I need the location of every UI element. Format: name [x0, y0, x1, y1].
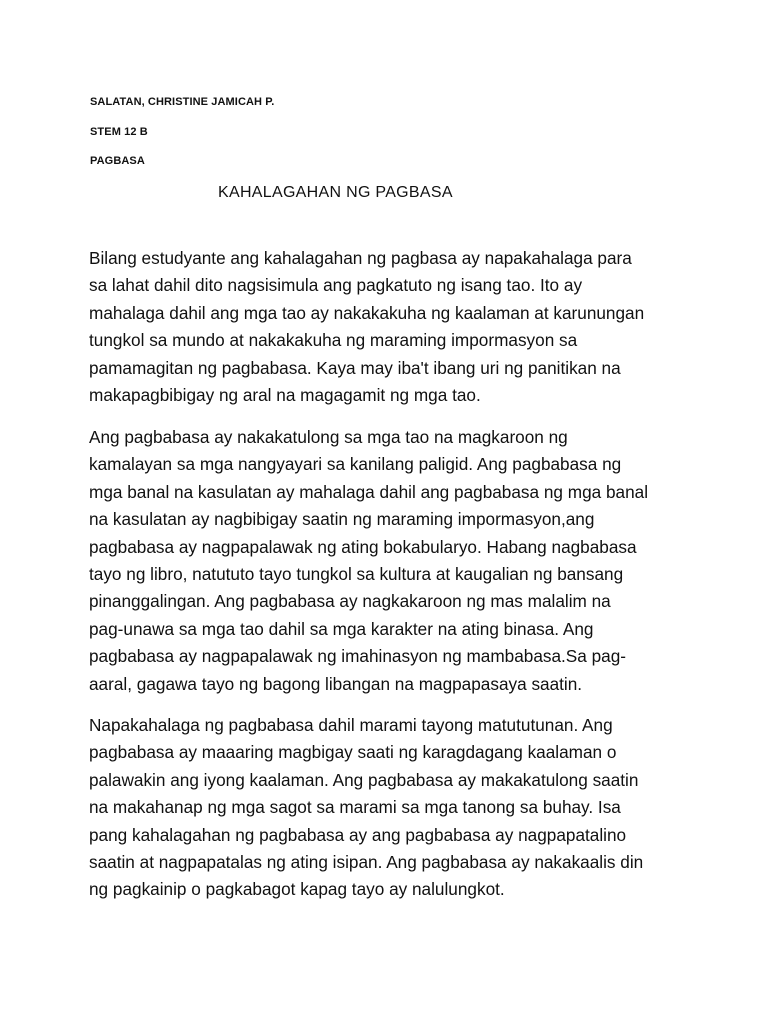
paragraph-3	[89, 712, 689, 904]
paragraph-line: pagbabasa ay nagpapalawak ng ating bokabularyo. Habang nagbabasa	[89, 536, 637, 557]
paragraph-line: saatin at nagpapatalas ng ating isipan. Ang pagbabasa ay nakakaalis din	[89, 852, 644, 873]
paragraph-line: Bilang estudyante ang kahalagahan ng pagbasa ay napakahalaga para	[89, 248, 632, 268]
paragraph-line: pagbabasa ay nagpapalawak ng imahinasyon ng mambabasa.Sa pag-	[89, 646, 627, 667]
paragraph-1	[89, 245, 689, 409]
paragraph-line: pag-unawa sa mga tao dahil sa mga karakter na ating binasa. Ang	[89, 618, 594, 639]
section-label: STEM 12 B	[90, 126, 148, 138]
paragraph-line: pinanggalingan. Ang pagbabasa ay nagkakaroon ng mas malalim na	[89, 591, 611, 612]
paragraph-line: tungkol sa mundo at nakakakuha ng maraming impormasyon sa	[89, 330, 578, 351]
paragraph-line: pang kahalagahan ng pagbabasa ay ang pagbabasa ay nagpapatalino	[89, 824, 627, 845]
paragraph-line: tayo ng libro, natututo tayo tungkol sa kultura at kaugalian ng bansang	[89, 564, 624, 585]
paragraph-line: ng pagkainip o pagkabagot kapag tayo ay nalulungkot.	[89, 879, 505, 900]
paragraph-line: makapagbibigay ng aral na magagamit ng mga tao.	[89, 385, 481, 406]
paragraph-2	[89, 424, 689, 698]
paragraph-line: sa lahat dahil dito nagsisimula ang pagkatuto ng isang tao. Ito ay	[89, 275, 583, 296]
paragraph-line: kamalayan sa mga nangyayari sa kanilang paligid. Ang pagbabasa ng	[89, 454, 622, 475]
paragraph-line: na makahanap ng mga sagot sa marami sa mga tanong sa buhay. Isa	[89, 797, 621, 818]
author-name: SALATAN, CHRISTINE JAMICAH P.	[90, 96, 275, 108]
paragraph-line: pagbabasa ay maaaring magbigay saati ng karagdagang kaalaman o	[89, 742, 617, 763]
document-title: KAHALAGAHAN NG PAGBASA	[218, 184, 453, 201]
paragraph-line: pamamagitan ng pagbabasa. Kaya may iba't ibang uri ng panitikan na	[89, 357, 621, 378]
paragraph-line: Ang pagbabasa ay nakakatulong sa mga tao na magkaroon ng	[89, 427, 568, 447]
subject-label: PAGBASA	[90, 155, 145, 167]
paragraph-line: na kasulatan ay nagbibigay saatin ng maraming impormasyon,ang	[89, 509, 595, 530]
paragraph-line: Napakahalaga ng pagbabasa dahil marami tayong matututunan. Ang	[89, 715, 613, 735]
paragraph-line: aaral, gagawa tayo ng bagong libangan na magpapasaya saatin.	[89, 673, 583, 694]
paragraph-line: palawakin ang iyong kaalaman. Ang pagbabasa ay makakatulong saatin	[89, 769, 639, 790]
paragraph-line: mahalaga dahil ang mga tao ay nakakakuha ng kaalaman at karunungan	[89, 302, 645, 323]
paragraph-line: mga banal na kasulatan ay mahalaga dahil ang pagbabasa ng mga banal	[89, 481, 649, 502]
